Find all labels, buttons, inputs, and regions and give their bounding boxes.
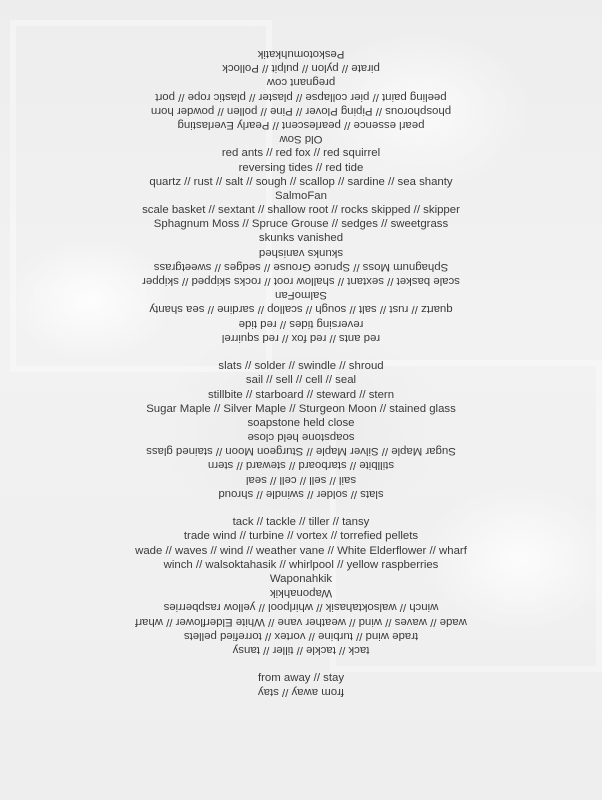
- poem-text-block: [0, 47, 602, 700]
- poem-line-inverted: SalmoFan: [275, 289, 327, 302]
- poem-line-inverted: red ants // red fox // red squirrel: [221, 331, 381, 344]
- poem-line-inverted: tack // tackle // tiller // tansy: [232, 644, 370, 657]
- poem-line: Waponahkik: [269, 572, 333, 585]
- poem-line-inverted: wade // waves // wind // weather vane // White Elderflower // wharf: [135, 615, 467, 628]
- poem-line-inverted: sail // sell // cell // seal: [245, 473, 357, 486]
- poem-line: SalmoFan: [275, 189, 327, 202]
- poem-line-inverted: stillbite // starboard // steward // stern: [207, 459, 395, 472]
- poem-line: scale basket // sextant // shallow root // rocks skipped // skipper: [142, 204, 460, 217]
- poem-line-inverted: Waponahkik: [269, 587, 333, 600]
- poem-line: trade wind // turbine // vortex // torrefied pellets: [183, 530, 419, 543]
- poem-line-inverted: slats // solder // swindle // shroud: [218, 488, 384, 500]
- poem-line: reversing tides // red tide: [238, 161, 364, 174]
- poem-line: sail // sell // cell // seal: [245, 374, 357, 387]
- poem-line: Sphagnum Moss // Spruce Grouse // sedges // sweetgrass: [153, 218, 449, 231]
- poem-line: wade // waves // wind // weather vane // White Elderflower // wharf: [135, 544, 467, 557]
- poem-line: winch // walsoktahasik // whirlpool // yellow raspberries: [163, 558, 439, 571]
- poem-line-inverted: pregnant cow: [266, 76, 336, 89]
- poem-line-inverted: scale basket // sextant // shallow root // rocks skipped // skipper: [142, 275, 460, 288]
- poem-line: slats // solder // swindle // shroud: [218, 360, 384, 373]
- poem-line: Sugar Maple // Silver Maple // Sturgeon Moon // stained glass: [146, 402, 456, 415]
- poem-line-inverted: skunks vanished: [258, 246, 344, 259]
- poem-line: stillbite // starboard // steward // stern: [207, 388, 395, 401]
- stanza-break: [0, 657, 602, 671]
- poem-line-inverted: pearl essence // pearlescent // Pearly Everlasting: [177, 119, 425, 132]
- poem-line: skunks vanished: [258, 232, 344, 245]
- poem-line-inverted: pirate // pylon // pulpit // Pollock: [222, 62, 380, 75]
- poem-line-inverted: quartz // rust // salt // sough // scallop // sardine // sea shanty: [149, 303, 453, 316]
- poem-line-inverted: soapstone held close: [247, 431, 355, 444]
- poem-line-inverted: phosphorous // Piping Plover // Pine // pollen // powder horn: [150, 104, 452, 117]
- stanza-break: [0, 345, 602, 359]
- poem-line: quartz // rust // salt // sough // scallop // sardine // sea shanty: [149, 175, 453, 188]
- poem-line-inverted: Sphagnum Moss // Spruce Grouse // sedges // sweetgrass: [153, 261, 449, 273]
- poem-line: tack // tackle // tiller // tansy: [232, 516, 370, 529]
- poem-line: from away // stay: [257, 672, 345, 685]
- poem-line-inverted: trade wind // turbine // vortex // torrefied pellets: [183, 629, 419, 642]
- poem-line-inverted: Sugar Maple // Silver Maple // Sturgeon Moon // stained glass: [146, 445, 456, 458]
- poem-line: red ants // red fox // red squirrel: [221, 147, 381, 160]
- poem-line-inverted: Old Sow: [279, 133, 323, 146]
- stanza-break: [0, 501, 602, 515]
- poem-line-inverted: Peskotomuhkatik: [257, 48, 345, 61]
- poem-line-inverted: reversing tides // red tide: [238, 317, 364, 330]
- poem-line-inverted: peeling paint // pier collapse // plaster // plastic rope // port: [155, 90, 447, 103]
- poem-line-inverted: winch // walsoktahasik // whirlpool // yellow raspberries: [163, 601, 439, 614]
- poem-line: soapstone held close: [247, 416, 355, 429]
- poem-line-inverted: from away // stay: [257, 686, 345, 699]
